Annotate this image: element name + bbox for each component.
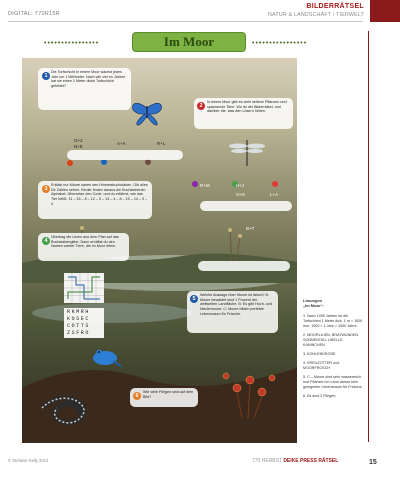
task-1-text: Die Torfschicht in einem Moor wächst jedes Jahr um 1 Millimeter. Nach wie viel en Jahren hat sie einen 1 Meter dicke Torfschicht gebildet? — [51, 70, 126, 88]
formula-la: L+A — [270, 192, 279, 197]
task-2-text: In einem Moor gibt es viele seltene Pflanzen und spannende Tiere. Wo ist der Bilderrätsel, und darüber die, was den Lösern hinten. — [207, 100, 287, 114]
letter-grid — [64, 308, 104, 338]
task-6-text: Wie viele Fliegen sind auf dem Bild? — [143, 390, 194, 399]
dragonfly-image — [229, 140, 265, 166]
header-rule — [8, 21, 363, 22]
header-subcategory: NATUR & LANDSCHAFT / TIERWELT — [268, 12, 364, 18]
solutions-heading: Lösungen — [303, 298, 323, 303]
task-number-4: 4 — [42, 237, 50, 245]
task-card-3 — [38, 181, 152, 219]
puzzle-title: Im Moor — [163, 34, 215, 49]
banner-dots-right: •••••••••••••••• — [252, 40, 308, 47]
solutions-divider — [368, 31, 369, 442]
solution-1: 1. Nach 1000 Jahren ist die Torfschicht 1 Meter dick. 1 m = 1000 mm, 1000 × 1 Jahr = 1000 Jahre. — [303, 313, 363, 328]
solution-4: 4. KREUZOTTER und MOORFROSCH — [303, 360, 340, 370]
banner-dots-left: •••••••••••••••• — [44, 40, 100, 47]
task-card-5 — [187, 291, 278, 333]
answer-line-4 — [198, 261, 290, 271]
berry-icon — [67, 160, 73, 166]
letter-grid-row-4: ZSFRO — [67, 330, 91, 336]
page-header — [0, 0, 400, 22]
header-red-tab — [370, 0, 400, 22]
answer-line-3 — [200, 201, 292, 211]
letter-grid-row-1: RKMRH — [67, 309, 91, 315]
answer-line-2 — [67, 150, 183, 160]
header-category: BILDERRÄTSEL — [306, 3, 364, 10]
solution-3: 3. KOHLENDROSE — [303, 351, 336, 356]
header-digital-code: DIGITAL: 770R15R — [8, 11, 61, 17]
letter-grid-row-3: COTTS — [67, 323, 91, 329]
formula-rm: R+M — [200, 183, 210, 188]
title-box — [132, 32, 246, 52]
line-plan-grid — [64, 273, 104, 303]
footer-copyright: © Stefanie Kelly 2013 — [8, 458, 49, 463]
formula-n8: N+8 — [74, 144, 83, 149]
solution-5: 5. C – Moore sind sehr wasserreich und Pflanzen im Land darum kein geeigneter Lebensraum für Frösche. — [303, 374, 363, 389]
moor-illustration — [22, 58, 297, 443]
puzzle-title-banner — [22, 32, 362, 52]
formula-aa: A+A — [117, 141, 126, 146]
footer-brand: DEIKE PRESS RÄTSEL — [283, 458, 339, 464]
formula-oe: O+E — [236, 192, 246, 197]
task-number-1: 1 — [42, 72, 50, 80]
task-3-text: Erkläst nur Moore sahen den Hinweisbuchstaben. Gib alles Dir Zahlen sehen. Kinder finden daraus die Buchstabenim Alphabet. Übersetze den Code, und du erfährst, wie das Tier heißt. 11 – 15 – 8 – 12 – 5 – 14 – 4 – 8 – 15 – 14 – 9 – 4 — [51, 183, 148, 206]
solutions-subheading: „Im Moor“: — [303, 303, 324, 309]
flower-icon — [192, 181, 198, 187]
task-number-5: 5 — [190, 295, 198, 303]
task-number-3: 3 — [42, 185, 50, 193]
task-5-text: Welche Aussage über Moore ist falsch? A: Moore bewaldet sind 1 Prozent der weltweiten Landfläche. B: Es gibt Hoch- und Niedermoore. C: Moore bilden perfekte Lebensraum für Frösche. — [200, 293, 273, 316]
formula-bt: B+T — [246, 226, 255, 231]
task-number-2: 2 — [197, 102, 205, 110]
formula-hj: H+J — [236, 183, 245, 188]
task-4-text: Übertrag die Linien aus dem Plan auf das Buchstabengitter. Dann erhältst du den Namen zweier Tiere, die im Moor leben. — [51, 235, 119, 249]
butterfly-image — [132, 103, 161, 125]
frog-image — [93, 350, 121, 367]
formula-rl: R+L — [157, 141, 166, 146]
task-card-2 — [194, 98, 293, 129]
task-card-4 — [38, 233, 129, 261]
page-number: 15 — [369, 459, 377, 466]
footer-issue — [252, 458, 338, 464]
solution-2: 2. MOORLILIEN, BRATWUNDEN, SONNENTAU, LIBELLE, KANINCHEN. — [303, 332, 360, 347]
task-number-6: 6 — [133, 392, 141, 400]
letter-grid-row-2: KOSEC — [67, 316, 91, 322]
formula-o2: O+2 — [74, 138, 83, 143]
task-card-1 — [38, 68, 131, 110]
apple-icon — [272, 181, 278, 187]
solutions-panel — [303, 298, 365, 399]
footer-issue-prefix: 770 HERBST — [252, 458, 282, 464]
solution-6: 6. Es sind 2 Fliegen. — [303, 393, 337, 398]
